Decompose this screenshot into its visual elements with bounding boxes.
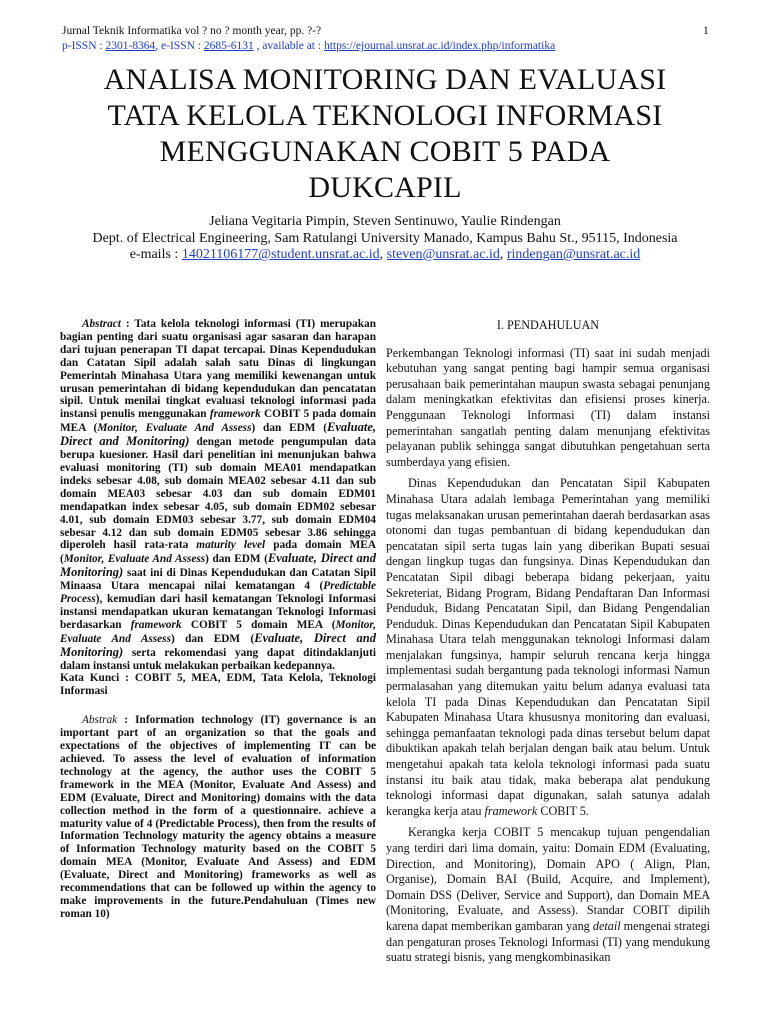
right-column bbox=[386, 318, 710, 966]
eissn-link[interactable]: 2685-6131 bbox=[203, 40, 254, 52]
abstract-indonesian: Abstract : Tata kelola teknologi informasi (TI) merupakan bagian penting dari suatu organisasi agar sasaran dan harapan dari tujuan penerapan TI dapat tercapai. Dinas Kependudukan dan Catatan Sipil adalah salah satu Dinas di lingkungan Pemerintah Minahasa Utara yang memiliki kewenangan untuk urusan pemerintahan di bidang kependudukan dan pencatatan sipil. Untuk menilai tingkat evaluasi teknologi informasi pada instansi penulis menggunakan framework COBIT 5 pada domain MEA (Monitor, Evaluate And Assess) dan EDM (Evaluate, Direct and Monitoring) dengan metode pengumpulan data berupa kuesioner. Hasil dari penelitian ini menunjukan bahwa evaluasi monitoring (TI) sub domain MEA01 mendapatkan indeks sebesar 4.08, sub domain MEA02 sebesar 4.11 dan sub domain MEA03 sebesar 4.03 dan sub domain EDM01 mendapatkan index sebesar 4.05, sub domain EDM02 sebesar 4.01, sub domain EDM03 sebesar 3.77, sub domain EDM04 sebesar 4.12 dan sub domain EDM05 sebesar 3.86 sehingga diperoleh hasil rata-rata maturity level pada domain MEA (Monitor, Evaluate And Assess) dan EDM (Evaluate, Direct and Monitoring) saat ini di Dinas Kependudukan dan Catatan Sipil Minaasa Utara mencapai nilai kematangan 4 (Predictable Process), kemudian dari hasil kematangan Teknologi Informasi instansi mendapatkan ukuran kematangan Teknologi Informasi berdasarkan framework COBIT 5 domain MEA (Monitor, Evaluate And Assess) dan EDM (Evaluate, Direct and Monitoring) serta rekomendasi yang dapat ditindaklanjuti dalam instansi untuk melakukan perbaikan kedepannya. bbox=[60, 318, 376, 672]
abstract-english: Abstrak : Information technology (IT) governance is an important part of an organization so that the goals and expectations of the objectives of implementing IT can be achieved. To assess the level of evaluation of information technology at the agency, the author uses the COBIT 5 framework in the MEA (Monitor, Evaluate And Assess) and EDM (Evaluate, Direct and Monitoring) domains with the data collection method in the form of a questionnaire. achieve a maturity value of 4 (Predictable Process), then from the results of Information Technology maturity the agency obtains a measure of Information Technology maturity based on the COBIT 5 domain MEA (Monitor, Evaluate And Assess) and EDM (Evaluate, Direct and Monitoring) frameworks as well as recommendations that can be followed up within the agency to make improvements in the future.Pendahuluan (Times new roman 10) bbox=[60, 714, 376, 920]
pissn-label: p-ISSN : bbox=[62, 40, 106, 52]
paragraph: Perkembangan Teknologi informasi (TI) saat ini sudah menjadi kebutuhan yang sangat penting bagi hampir semua organisasi perusahaan baik pemerintahan maupun swasta sebagai penunjang dalam meningkatkan efektivitas dan efisiensi proses kinerja. Penggunaan Teknologi Informasi (TI) dalam instansi pemerintahan sangatlah penting dalam menunjang efektivitas pelayanan publik sehingga sangat dibutuhkan pengetahuan serta sumberdaya yang efisien. bbox=[386, 345, 710, 469]
title-line: MENGGUNAKAN COBIT 5 PADA bbox=[159, 135, 611, 168]
paper-title bbox=[60, 62, 710, 206]
authors: Jeliana Vegitaria Pimpin, Steven Sentinuwo, Yaulie Rindengan bbox=[209, 214, 561, 229]
title-line: ANALISA MONITORING DAN EVALUASI bbox=[103, 63, 667, 96]
pissn-link[interactable]: 2301-8364 bbox=[105, 40, 156, 52]
email-link[interactable]: 14021106177@student.unsrat.ac.id bbox=[181, 247, 380, 262]
available-label: , available at : bbox=[253, 40, 324, 52]
title-line: DUKCAPIL bbox=[308, 171, 462, 204]
left-column bbox=[60, 318, 376, 921]
section-heading: I. PENDAHULUAN bbox=[496, 318, 600, 332]
email-link[interactable]: steven@unsrat.ac.id bbox=[386, 247, 500, 262]
journal-url-link[interactable]: https://ejournal.unsrat.ac.id/index.php/informatika bbox=[323, 40, 556, 52]
eissn-label: , e-ISSN : bbox=[155, 40, 204, 52]
emails-label: e-mails : bbox=[129, 247, 182, 262]
page-number: 1 bbox=[703, 25, 709, 37]
affiliation: Dept. of Electrical Engineering, Sam Ratulangi University Manado, Kampus Bahu St., 95115, Indonesia bbox=[92, 231, 678, 246]
paragraph: Dinas Kependudukan dan Pencatatan Sipil Kabupaten Minahasa Utara adalah lembaga Pemerintahan yang memiliki tugas melaksanakan urusan pemerintahan daerah berdasarkan asas otonomi dan tugas pembantuan di bidang kependudukan dan pencatatan sipil serta tugas lain yang diberikan Bupati sesuai dengan lingkup tugas dan fungsinya. Dinas Kependudukan dan Pencatatan Sipil dibagi beberapa bidang pekerjaan, yaitu Sekreteriat, Bidang Program, Bidang Pendaftaran Dan Informasi Penduduk, Bidang Pencatatan Sipil, dan Bidang Pengendalian Penduduk. Dinas Kependudukan dan Pencatatan Sipil Kabupaten Minahasa Utara telah menggunakan teknologi Informasi dalam menjalakan fungsinya, hampir seluruh rencana kerja hingga implementasi sudah bergantung pada teknologi informasi Namun permalasahan yang ditemukan yaitu belum adanya evaluasi tata kelola TI pada Dinas Kependudukan dan Pencatatan Sipil Kabupaten Minahasa Utara khususnya monitoring dan evaluasi, sehingga pemanfaatan teknologi pada dinas tersebut belum dapat dibuktikan apakah telah berjalan dengan baik atau belum. Untuk mengetahui apakah tata kelola teknologi informasi pada suatu instansi itu baik atau tidak, maka beberapa alat pendukung teknologi informasi dapat digunakan, salah satunya adalah kerangka kerja atau framework COBIT 5. bbox=[386, 476, 710, 818]
abstract-label: Abstract bbox=[82, 318, 121, 330]
emails: e-mails : 14021106177@student.unsrat.ac.id, steven@unsrat.ac.id, rindengan@unsrat.ac.id bbox=[129, 247, 641, 262]
email-link[interactable]: rindengan@unsrat.ac.id bbox=[506, 247, 641, 262]
keywords: Kata Kunci : COBIT 5, MEA, EDM, Tata Kelola, Teknologi Informasi bbox=[60, 672, 376, 698]
title-line: TATA KELOLA TEKNOLOGI INFORMASI bbox=[107, 99, 663, 132]
abstrak-label: Abstrak bbox=[82, 714, 118, 727]
journal-header: Jurnal Teknik Informatika vol ? no ? month year, pp. ?-? bbox=[62, 25, 322, 37]
issn-line bbox=[62, 40, 555, 52]
paragraph: Kerangka kerja COBIT 5 mencakup tujuan pengendalian yang terdiri dari lima domain, yaitu: Domain EDM (Evaluating, Direction, and Monitoring), Domain APO ( Align, Plan, Organise), Domain BAI (Build, Acquire, and Implement), Domain DSS (Deliver, Service and Support), dan Domain MEA (Monitoring, Evaluate, and Assess). Standar COBIT dipilih karena dapat memberikan gambaran yang detail mengenai strategi dan pengaturan proses Teknologi Informasi (TI) yang mendukung suatu strategi bisnis, yang mengkombinasikan bbox=[386, 825, 710, 965]
